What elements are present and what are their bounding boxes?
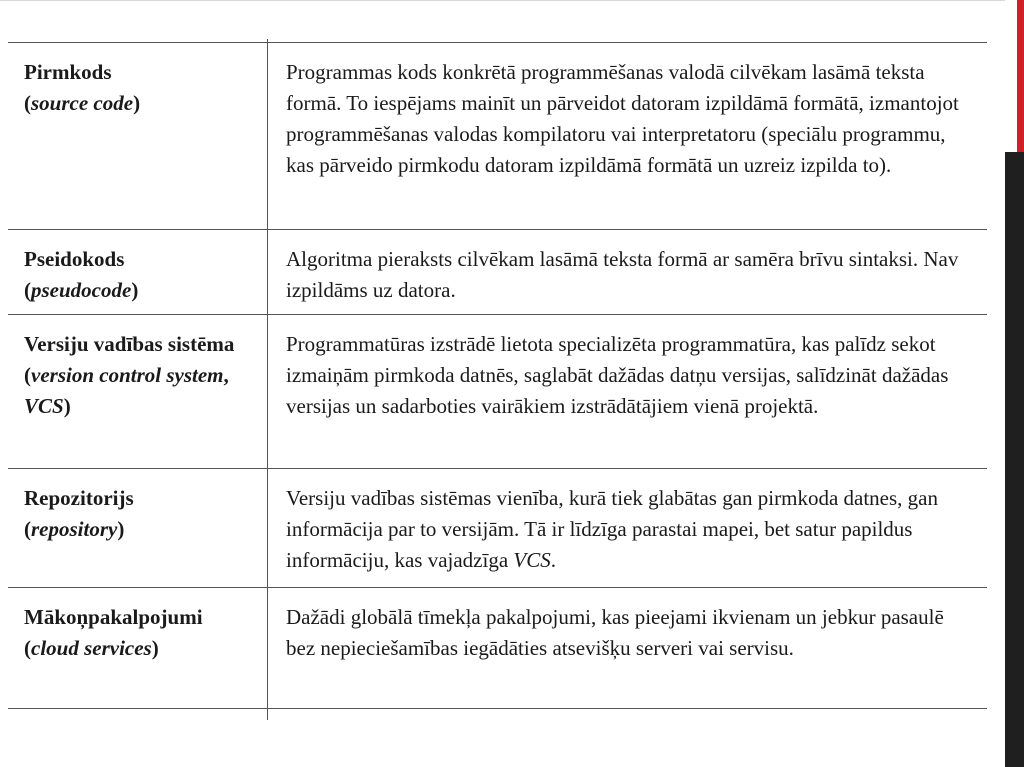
term-english: version control system <box>31 363 224 387</box>
term-cell: Versiju vadības sistēma (version control system, VCS) <box>24 332 235 418</box>
term-english: cloud services <box>31 636 152 660</box>
term-cell: Pirmkods (source code) <box>24 60 141 115</box>
term-name: Pirmkods <box>24 60 112 84</box>
accent-stripe <box>1017 0 1024 152</box>
term-name: Repozitorijs <box>24 486 134 510</box>
term-cell: Pseidokods (pseudocode) <box>24 247 139 302</box>
definition-cell: Dažādi globālā tīmekļa pakalpojumi, kas pieejami ikvienam un jebkur pasaulē bez nepieciešamības iegādāties atsevišķu serveri vai servisu. <box>286 605 944 660</box>
term-abbreviation: VCS <box>24 394 64 418</box>
term-english: repository <box>31 517 118 541</box>
table-row <box>8 230 987 315</box>
definition-cell: Programmatūras izstrādē lietota specializēta programmatūra, kas palīdz sekot izmaiņām pirmkoda datnēs, saglabāt dažādas datņu versijas, salīdzināt dažādas versijas un sadarboties vairākiem izstrādātājiem vienā projektā. <box>286 332 949 418</box>
table-row <box>8 469 987 588</box>
term-name: Mākoņpakalpojumi <box>24 605 203 629</box>
definition-cell <box>268 469 987 587</box>
term-english: pseudocode <box>31 278 132 302</box>
definition-text: Versiju vadības sistēmas vienība, kurā tiek glabātas gan pirmkoda datnes, gan informācija par to versijām. Tā ir līdzīga parastai mapei, bet satur papildus informāciju, kas vajadzīga <box>286 486 938 572</box>
column-divider <box>267 39 268 720</box>
table-row <box>8 588 987 708</box>
term-name: Pseidokods <box>24 247 125 271</box>
term-cell: Repozitorijs (repository) <box>24 486 134 541</box>
definition-cell: Algoritma pieraksts cilvēkam lasāmā teksta formā ar samēra brīvu sintaksi. Nav izpildāms uz datora. <box>286 247 959 302</box>
term-english: source code <box>31 91 134 115</box>
table-row <box>8 43 987 230</box>
definition-abbreviation: VCS <box>513 548 551 572</box>
table-row <box>8 315 987 469</box>
definition-cell: Programmas kods konkrētā programmēšanas valodā cilvēkam lasāmā teksta formā. To iespējams mainīt un pārveidot datoram izpildāmā formātā, izmantojot programmēšanas valodas kompilatoru vai interpretatoru (speciālu programmu, kas pārveido pirmkodu datoram izpildāmā formātā un uzreiz izpilda to). <box>286 60 959 177</box>
top-divider <box>0 0 1005 1</box>
term-name: Versiju vadības sistēma <box>24 332 235 356</box>
term-cell: Mākoņpakalpojumi (cloud services) <box>24 605 203 660</box>
glossary-table <box>8 42 987 709</box>
definition-end: . <box>550 548 557 572</box>
